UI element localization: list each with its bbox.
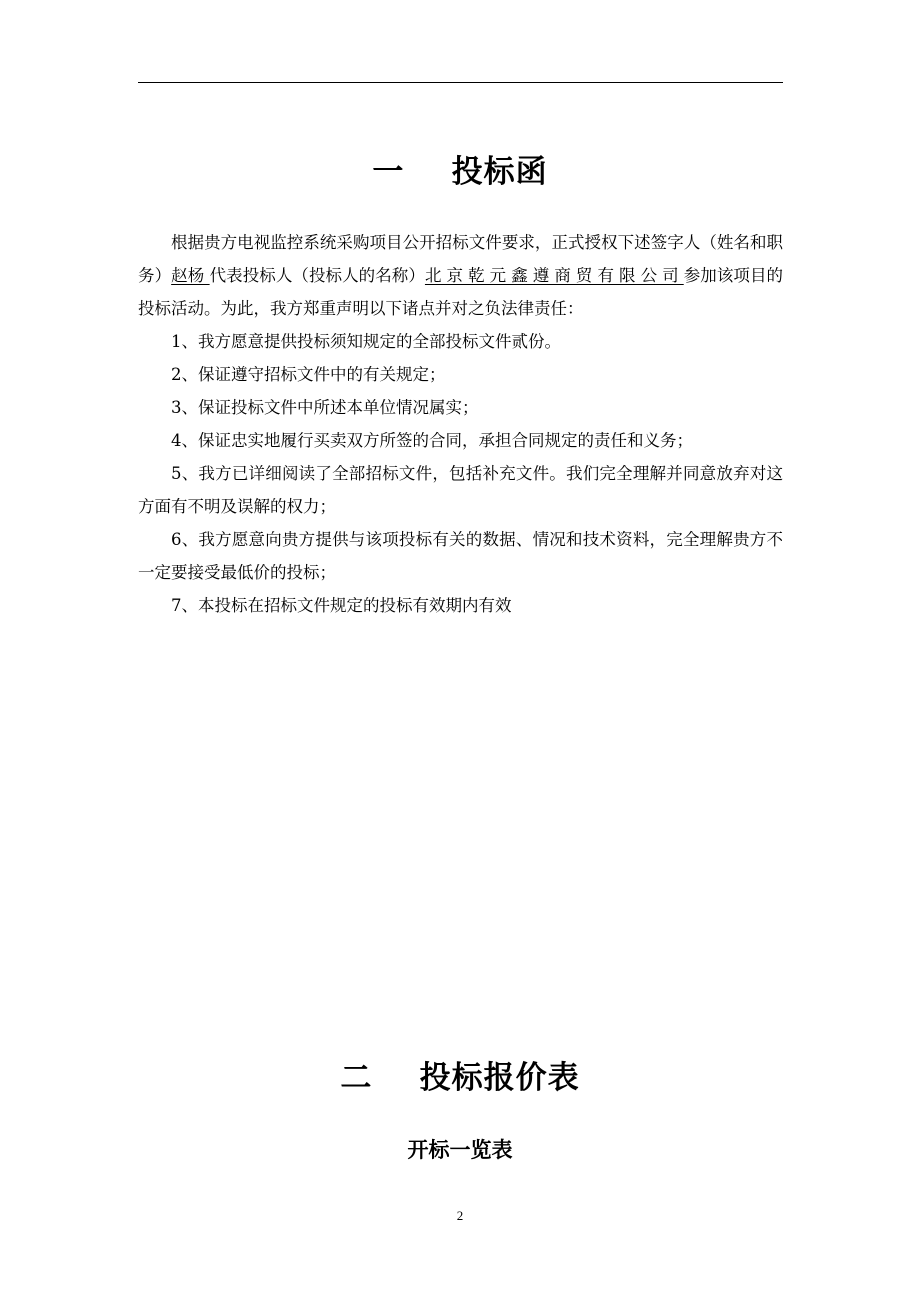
list-item: 2、保证遵守招标文件中的有关规定； — [171, 365, 446, 384]
section-title-bid-quotation: 二 投标报价表 — [340, 1060, 580, 1096]
list-item: 3、保证投标文件中所述本单位情况属实； — [171, 398, 479, 417]
signatory-name: 赵杨 — [171, 266, 210, 285]
list-item: 6、我方愿意向贵方提供与该项投标有关的数据、情况和技术资料，完全理解贵方不一定要接受最低价的投标； — [138, 530, 783, 582]
bid-letter-body — [138, 226, 783, 622]
list-item: 5、我方已详细阅读了全部招标文件，包括补充文件。我们完全理解并同意放弃对这方面有不明及误解的权力； — [138, 464, 783, 516]
intro-suffix: 参加该项目的投标活动。为此，我方郑重声明以下诸点并对之负法律责任： — [138, 266, 784, 318]
intro-paragraph — [138, 226, 783, 325]
page-number: 2 — [456, 1208, 464, 1223]
intro-prefix: 根据贵方电视监控系统采购项目公开招标文件要求，正式授权下述签字人（姓名和职务） — [138, 233, 783, 285]
list-item: 4、保证忠实地履行买卖双方所签的合同，承担合同规定的责任和义务； — [171, 431, 693, 450]
list-item: 1、我方愿意提供投标须知规定的全部投标文件贰份。 — [171, 332, 561, 351]
subtitle-opening-summary: 开标一览表 — [407, 1138, 513, 1162]
bidder-name: 北京乾元鑫遵商贸有限公司 — [424, 266, 684, 285]
section-title-bid-letter: 一 投标函 — [372, 154, 548, 190]
intro-mid: 代表投标人（投标人的名称） — [209, 266, 425, 285]
header-rule — [138, 82, 783, 83]
list-item: 7、本投标在招标文件规定的投标有效期内有效 — [171, 596, 512, 615]
